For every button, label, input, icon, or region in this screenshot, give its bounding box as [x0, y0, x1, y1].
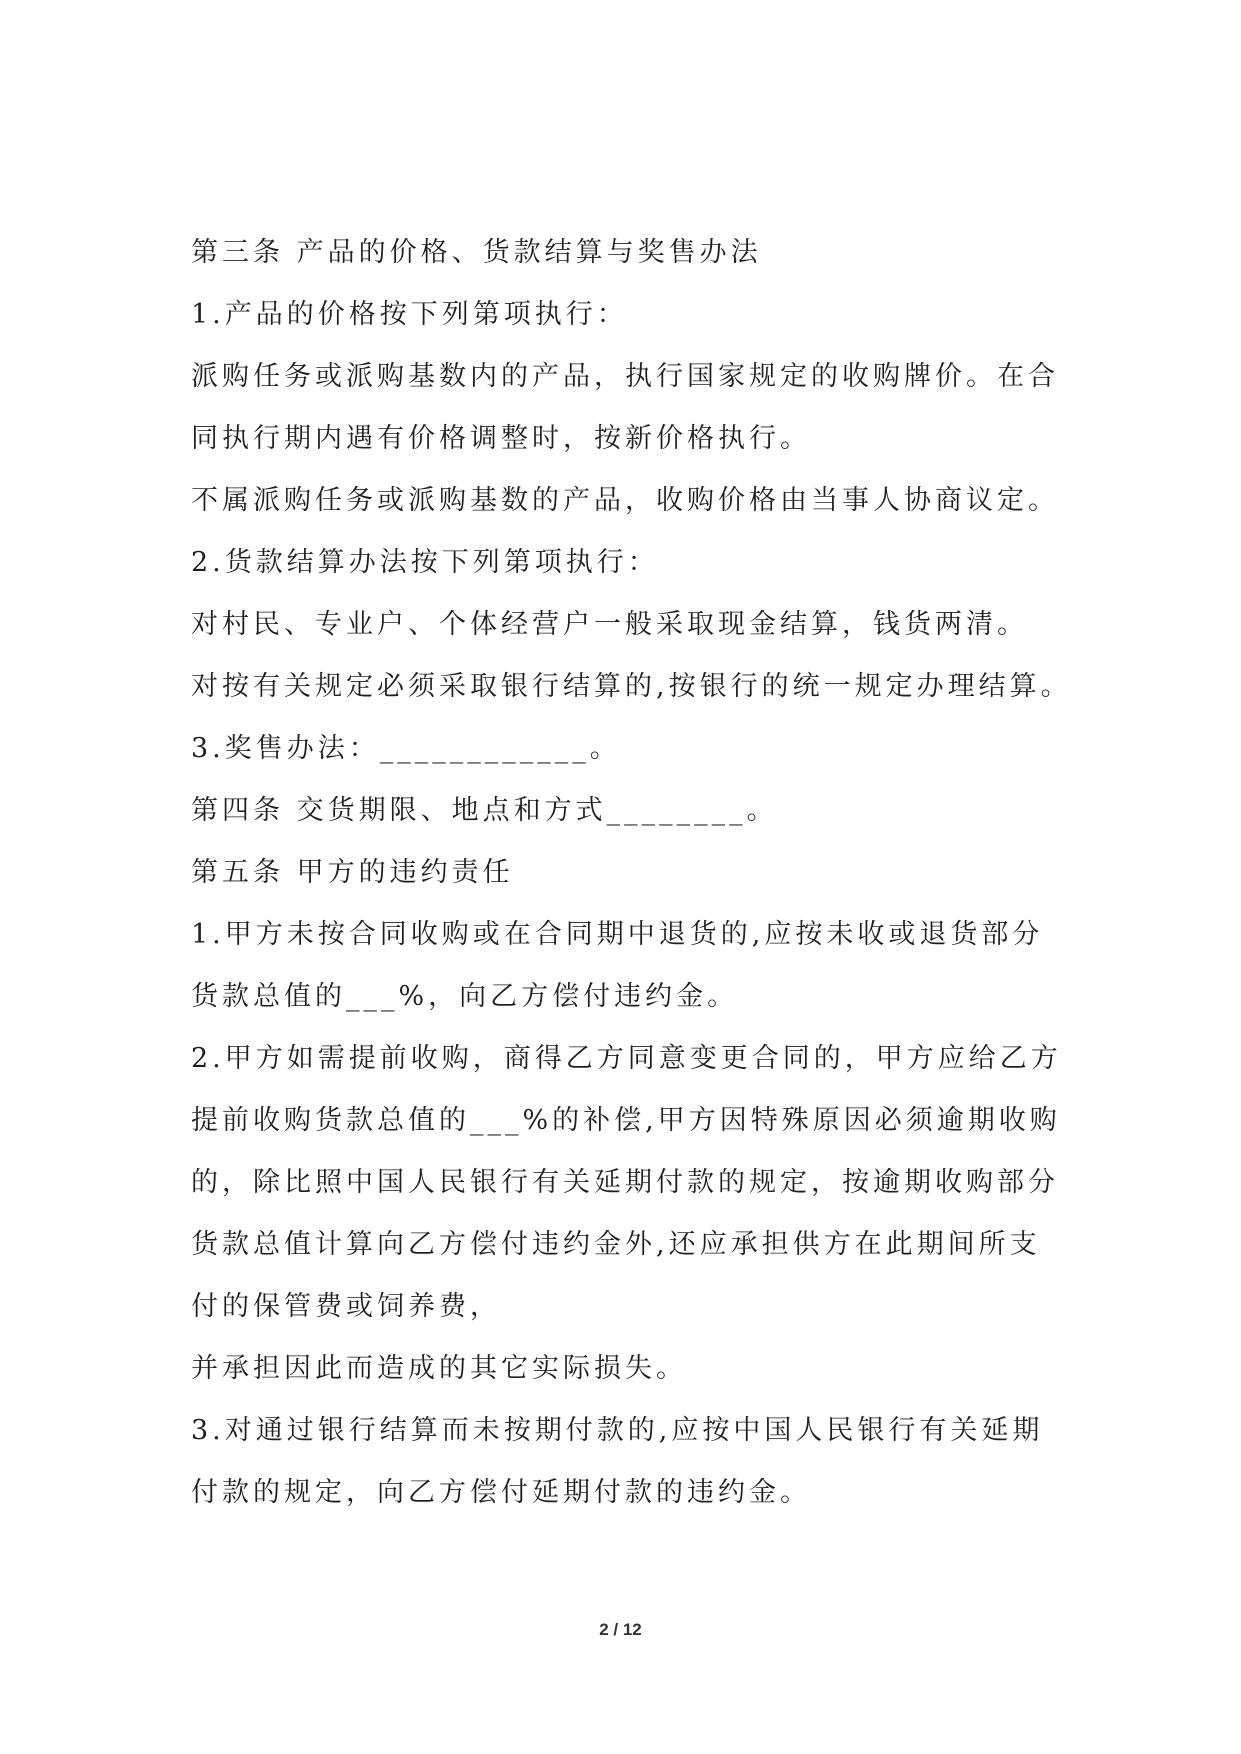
- paragraph-line: 货款总值的___%，向乙方偿付违约金。: [191, 981, 739, 1012]
- paragraph-line: 1.产品的价格按下列第项执行：: [191, 299, 628, 330]
- paragraph-line: 2.甲方如需提前收购，商得乙方同意变更合同的，甲方应给乙方: [191, 1043, 1062, 1074]
- paragraph-line: 货款总值计算向乙方偿付违约金外,还应承担供方在此期间所支: [191, 1229, 1041, 1260]
- paragraph-line: 不属派购任务或派购基数的产品，收购价格由当事人协商议定。: [191, 485, 1059, 516]
- paragraph-line: 3.对通过银行结算而未按期付款的,应按中国人民银行有关延期: [191, 1415, 1044, 1446]
- paragraph-line: 3.奖售办法：____________。: [191, 733, 621, 764]
- section-heading-article-3: 第三条 产品的价格、货款结算与奖售办法: [191, 237, 762, 268]
- section-heading-article-5: 第五条 甲方的违约责任: [191, 857, 514, 888]
- document-body: [191, 222, 1071, 1524]
- paragraph-line: 派购任务或派购基数内的产品，执行国家规定的收购牌价。在合: [191, 361, 1059, 392]
- paragraph-line: 同执行期内遇有价格调整时，按新价格执行。: [191, 423, 811, 454]
- page-number: 2 / 12: [599, 1620, 642, 1639]
- paragraph-line: 2.货款结算办法按下列第项执行：: [191, 547, 659, 578]
- paragraph-line: 对村民、专业户、个体经营户一般采取现金结算，钱货两清。: [191, 609, 1028, 640]
- paragraph-line: 的，除比照中国人民银行有关延期付款的规定，按逾期收购部分: [191, 1167, 1059, 1198]
- paragraph-line: 对按有关规定必须采取银行结算的,按银行的统一规定办理结算。: [191, 671, 1072, 702]
- paragraph-line: 1.甲方未按合同收购或在合同期中退货的,应按未收或退货部分: [191, 919, 1044, 950]
- section-heading-article-4: 第四条 交货期限、地点和方式________。: [191, 795, 778, 826]
- paragraph-line: 并承担因此而造成的其它实际损失。: [191, 1353, 687, 1384]
- paragraph-line: 提前收购货款总值的___%的补偿,甲方因特殊原因必须逾期收购: [191, 1105, 1061, 1136]
- paragraph-line: 付款的规定，向乙方偿付延期付款的违约金。: [191, 1477, 811, 1508]
- paragraph-line: 付的保管费或饲养费，: [191, 1291, 501, 1322]
